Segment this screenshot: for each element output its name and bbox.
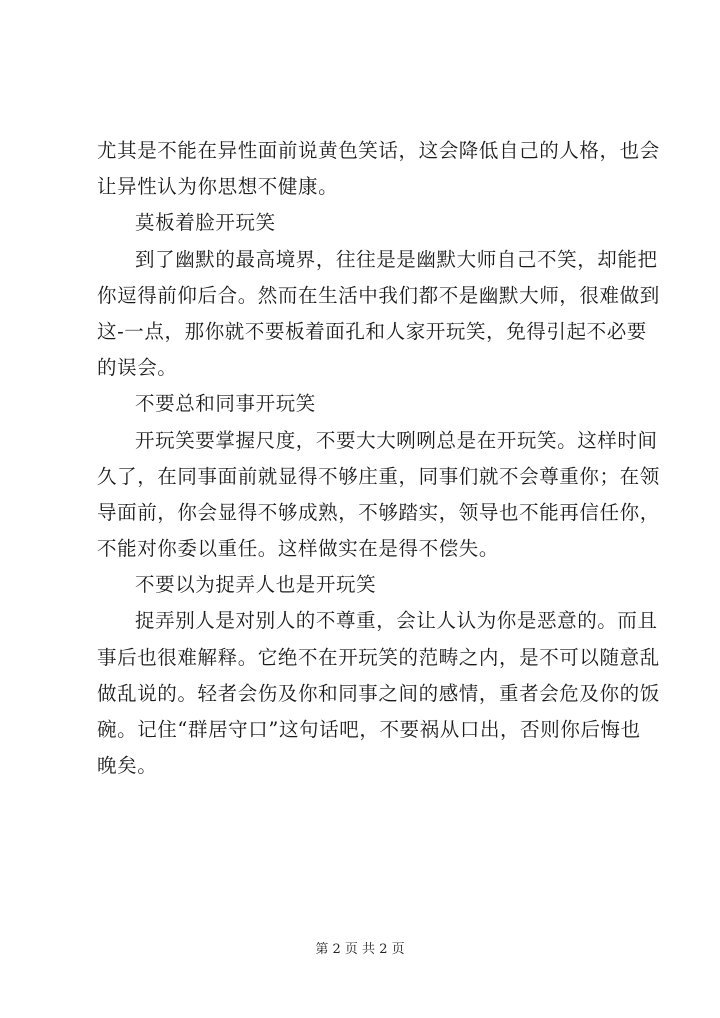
text-line: 事后也很难解释。它绝不在开玩笑的范畴之内，是不可以随意乱 <box>97 645 660 669</box>
text-line: 你逗得前仰后合。然而在生活中我们都不是幽默大师，很难做到 <box>97 283 660 307</box>
paragraph-start: 捉弄别人是对别人的不尊重，会让人认为你是恶意的。而且 <box>135 609 658 633</box>
section-heading: 不要总和同事开玩笑 <box>135 392 316 416</box>
text-line: 让异性认为你思想不健康。 <box>97 175 339 199</box>
section-heading: 莫板着脸开玩笑 <box>135 211 276 235</box>
text-line: 晚矣。 <box>97 754 158 778</box>
paragraph-start: 开玩笑要掌握尺度，不要大大咧咧总是在开玩笑。这样时间 <box>135 428 658 452</box>
document-body <box>97 133 660 784</box>
text-line: 不能对你委以重任。这样做实在是得不偿失。 <box>97 537 500 561</box>
section-heading: 不要以为捉弄人也是开玩笑 <box>135 573 377 597</box>
text-line: 做乱说的。轻者会伤及你和同事之间的感情，重者会危及你的饭 <box>97 681 660 705</box>
text-line: 的误会。 <box>97 356 178 380</box>
text-line: 碗。记住“群居守口”这句话吧，不要祸从口出，否则你后悔也 <box>97 718 641 741</box>
text-line: 这-一点，那你就不要板着面孔和人家开玩笑，免得引起不必要 <box>97 319 647 343</box>
paragraph-start: 到了幽默的最高境界，往往是是幽默大师自己不笑，却能把 <box>135 247 658 271</box>
text-line: 久了，在同事面前就显得不够庄重，同事们就不会尊重你；在领 <box>97 464 660 488</box>
page-footer: 第 2 页 共 2 页 <box>315 942 405 957</box>
text-line: 导面前，你会显得不够成熟，不够踏实，领导也不能再信任你， <box>97 500 660 524</box>
text-line: 尤其是不能在异性面前说黄色笑话，这会降低自己的人格，也会 <box>97 139 660 162</box>
